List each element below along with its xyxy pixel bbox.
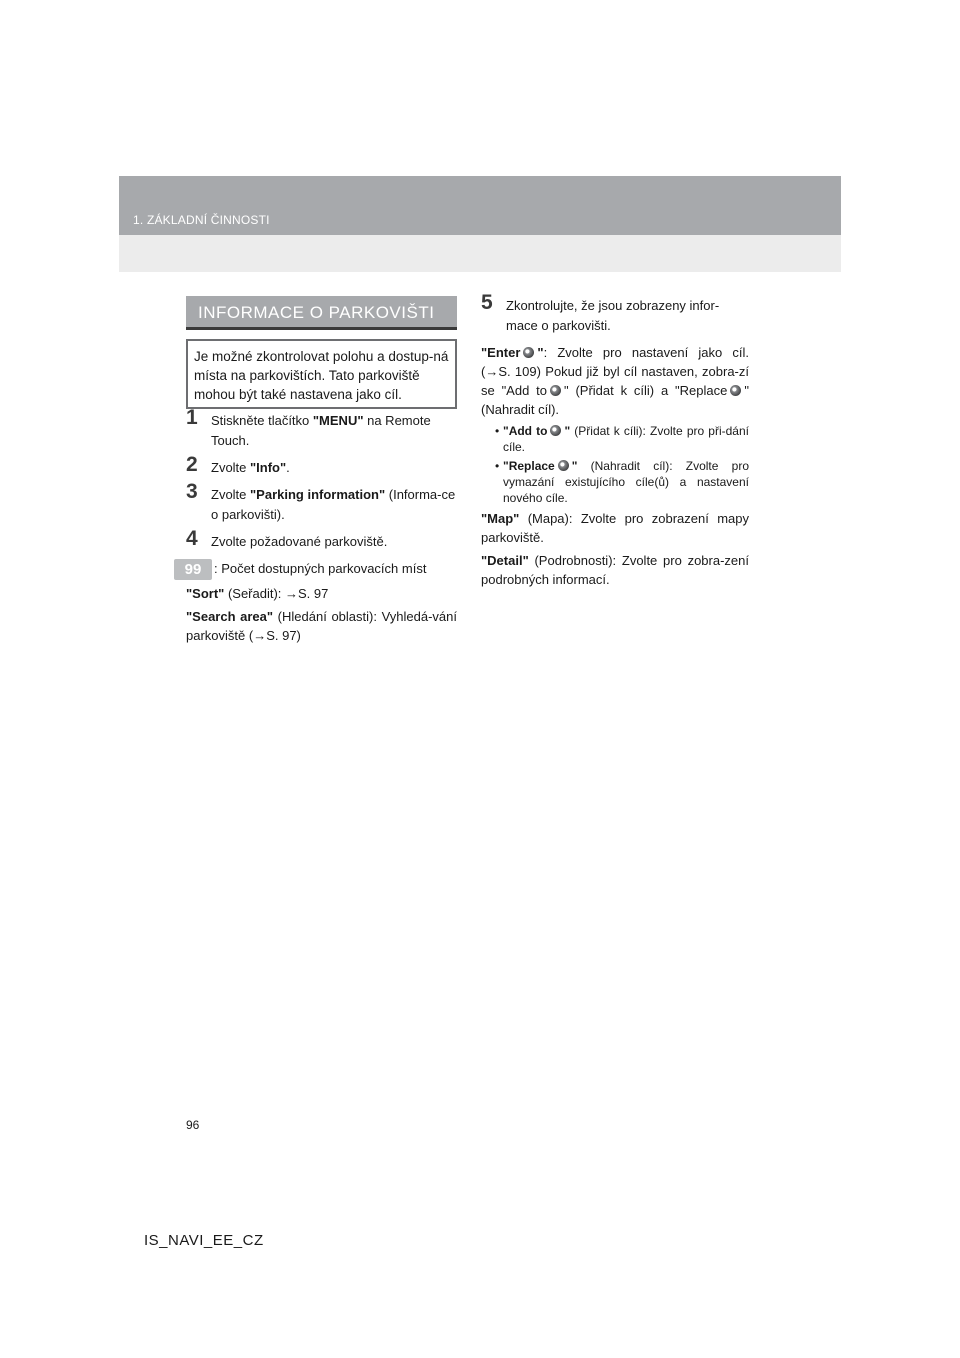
step-3: 3 Zvolte "Parking information" (Informa-ce o parkovišti). [186, 480, 456, 522]
map-note: "Map" (Mapa): Zvolte pro zobrazení mapy parkoviště. [481, 511, 749, 545]
add-to-key: "Add to [503, 424, 548, 438]
sort-key: "Sort" [186, 586, 225, 602]
enter-key: "Enter [481, 345, 521, 360]
detail-key: "Detail" [481, 553, 529, 568]
page-number: 96 [186, 1118, 200, 1132]
step-5: 5 Zkontrolujte, že jsou zobrazeny infor-mace o parkovišti. [481, 291, 720, 333]
sort-note: "Sort" (Seřadit): →S. 97 [186, 586, 329, 602]
map-key: "Map" [481, 511, 520, 526]
header-subband [119, 235, 841, 272]
chapter-title: 1. ZÁKLADNÍ ČINNOSTI [133, 213, 270, 227]
add-to-bullet: • "Add to " (Přidat k cíli): Zvolte pro při-dání cíle. [495, 424, 749, 454]
menu-key-label: "MENU" [312, 413, 364, 428]
detail-note: "Detail" (Podrobnosti): Zvolte pro zobra-zení podrobných informací. [481, 553, 749, 587]
section-heading: INFORMACE O PARKOVIŠTI [186, 296, 457, 330]
search-area-key: "Search area" [186, 609, 274, 625]
step-number: 5 [481, 291, 493, 314]
left-column [184, 406, 457, 649]
step-2: 2 Zvolte "Info". [186, 453, 290, 476]
intro-note-box: Je možné zkontrolovat polohu a dostup-ná místa na parkovištích. Tato parkoviště mohou být také nastavena jako cíl. [186, 339, 457, 409]
disc-icon [730, 385, 741, 396]
replace-bullet: • "Replace " (Nahradit cíl): Zvolte pro vymazání existujícího cíle(ů) a nastavení nového cíle. [495, 459, 749, 505]
disc-icon [550, 385, 561, 396]
search-area-note: "Search area" (Hledání oblasti): Vyhledá-vání parkoviště (→S. 97) [186, 609, 457, 644]
step-number: 2 [186, 453, 198, 476]
enter-note: "Enter ": Zvolte pro nastavení jako cíl. (→S. 109) Pokud již byl cíl nastaven, zobra-zí se "Add to " (Přidat k cíli) a "Replace " (Nahradit cíl). [481, 345, 749, 417]
step-1: 1 Stiskněte tlačítko "MENU" na Remote Touch. [186, 406, 431, 448]
replace-key: "Replace [503, 459, 555, 473]
step-number: 1 [186, 406, 198, 429]
right-column [481, 291, 749, 593]
disc-icon [558, 460, 569, 471]
info-key-label: "Info" [250, 460, 287, 475]
parking-info-key-label: "Parking information" [250, 487, 386, 502]
disc-icon [550, 425, 561, 436]
document-code: IS_NAVI_EE_CZ [144, 1232, 264, 1249]
available-spaces-badge: 99 [174, 559, 212, 580]
step-number: 3 [186, 480, 198, 503]
disc-icon [523, 347, 534, 358]
available-spaces-note: 99 : Počet dostupných parkovacích míst [186, 559, 457, 580]
step-4: 4 Zvolte požadované parkoviště. [186, 527, 388, 550]
step-number: 4 [186, 527, 198, 550]
